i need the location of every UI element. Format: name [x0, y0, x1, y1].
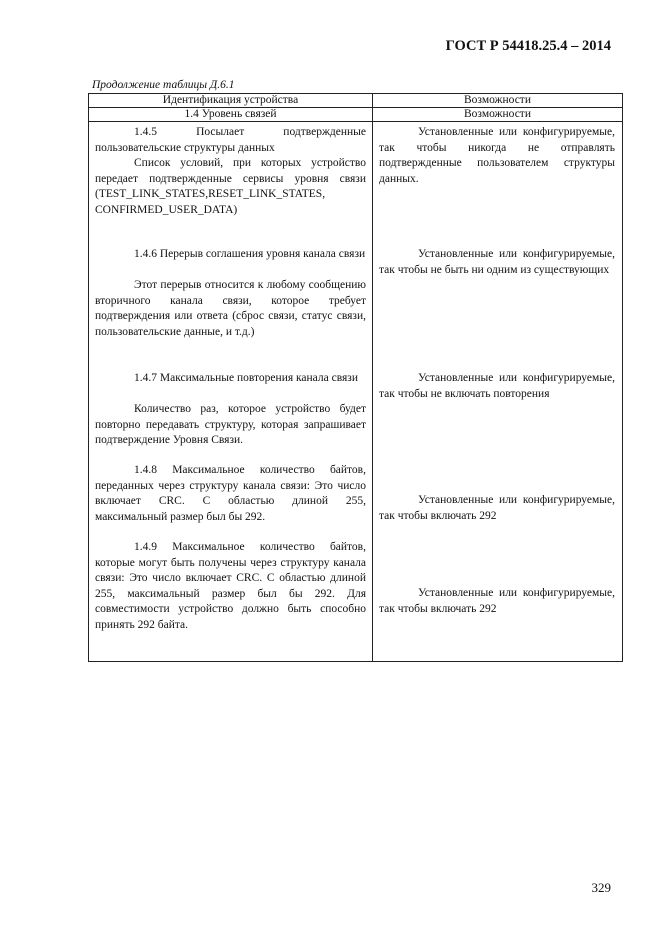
header-capabilities: Возможности	[373, 94, 623, 108]
page-number: 329	[591, 880, 611, 895]
item-1-4-6-desc: Этот перерыв относится к любому сообщению вторичного канала связи, которое требует подтверждения или ответа (сброс связи, статус связи, пользовательские данные, и т.д.)	[95, 279, 366, 338]
specification-table	[88, 93, 623, 662]
table-subheader-row	[89, 108, 623, 122]
item-1-4-7-desc: Количество раз, которое устройство будет повторно передавать структуру, которая запрашивает подтверждение Уровня Связи.	[95, 403, 366, 447]
subheader-link-level: 1.4 Уровень связей	[89, 108, 373, 122]
capability-1-4-8: Установленные или конфигурируемые, так чтобы включать 292	[379, 494, 615, 522]
item-1-4-6-title: 1.4.6 Перерыв соглашения уровня канала связи	[134, 248, 366, 260]
document-header: ГОСТ Р 54418.25.4 – 2014	[445, 38, 611, 54]
table-body-row	[89, 122, 623, 662]
table-header-row	[89, 94, 623, 108]
subheader-capabilities: Возможности	[373, 108, 623, 122]
capability-1-4-6: Установленные или конфигурируемые, так чтобы не быть ни одним из существующих	[379, 248, 615, 276]
capability-1-4-7: Установленные или конфигурируемые, так чтобы не включать повторения	[379, 372, 615, 400]
header-device-id: Идентификация устройства	[89, 94, 373, 108]
item-1-4-8-text: 1.4.8 Максимальное количество байтов, переданных через структуру канала связи: Это число включает CRC. С областью длиной 255, максимальный размер был бы 292.	[95, 464, 366, 523]
item-1-4-9-text: 1.4.9 Максимальное количество байтов, которые могут быть получены через структуру канала связи: Это число включает CRC. С областью длиной 255, максимальный размер был бы 292. Для совместимости устройство должно быть способно принять 292 байта.	[95, 541, 366, 631]
left-column-cell	[89, 122, 373, 662]
item-1-4-5-title: 1.4.5 Посылает подтвержденные пользовательские структуры данных	[95, 126, 366, 154]
capability-1-4-9: Установленные или конфигурируемые, так чтобы включать 292	[379, 587, 615, 615]
item-1-4-5-desc: Список условий, при которых устройство передает подтвержденные сервисы уровня связи (TEST_LINK_STATES,RESET_LINK_STATES, CONFIRMED_USER_DATA)	[95, 157, 366, 216]
right-column-cell	[373, 122, 623, 662]
table-caption: Продолжение таблицы Д.6.1	[92, 79, 235, 91]
capability-1-4-5: Установленные или конфигурируемые, так чтобы никогда не отправлять подтвержденные пользователем структуры данных.	[379, 126, 615, 185]
item-1-4-7-title: 1.4.7 Максимальные повторения канала связи	[134, 372, 358, 384]
